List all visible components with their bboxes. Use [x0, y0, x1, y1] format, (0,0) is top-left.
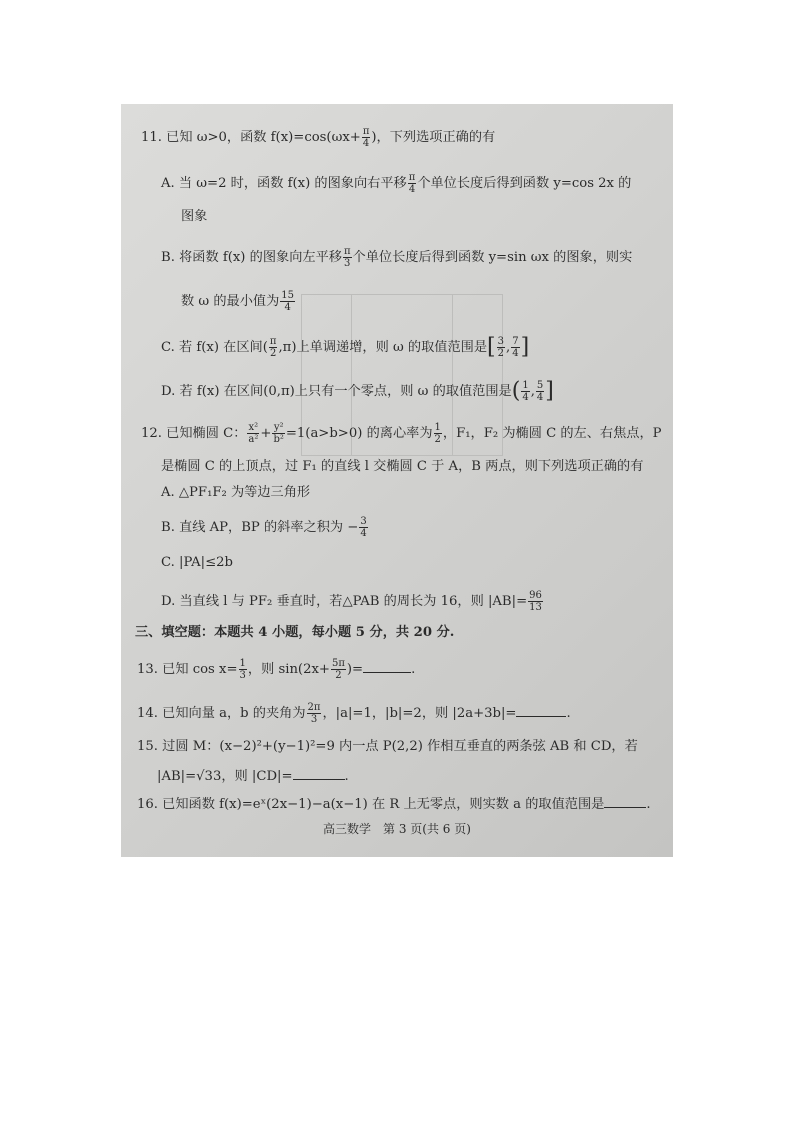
fraction: $\frac{7}{4}$ — [512, 336, 519, 359]
q11-option-b-cont: 数 ω 的最小值为 $\frac{15}{4}$ — [181, 290, 294, 313]
q11-stem: 11. 已知 ω>0，函数 f(x)=cos(ωx+ $\frac{\pi}{4}$ )，下列选项正确的有 — [141, 126, 496, 149]
q11-option-a-cont: 图象 — [181, 209, 208, 224]
fraction: $\frac{1}{4}$ — [522, 380, 529, 403]
section-heading: 三、填空题：本题共 4 小题，每小题 5 分，共 20 分. — [135, 625, 455, 640]
q12-option-c: C. |PA|≤2b — [161, 555, 233, 570]
q13: 13. 已知 cos x= $\frac{1}{3}$ ，则 sin(2x+ $\frac{5\pi}{2}$ )= . — [137, 658, 416, 681]
fraction: $\frac{15}{4}$ — [281, 290, 294, 313]
answer-blank[interactable] — [516, 716, 566, 717]
fraction: $\frac{5\pi}{2}$ — [331, 658, 345, 681]
q11-option-a: A. 当 ω=2 时，函数 f(x) 的图象向右平移 $\frac{\pi}{4}$ 个单位长度后得到函数 y=cos 2x 的 — [161, 172, 632, 195]
fraction: $\frac{3}{2}$ — [497, 336, 505, 359]
q12-option-b: B. 直线 AP，BP 的斜率之积为 − $\frac{3}{4}$ — [161, 516, 367, 539]
fraction: $\frac{5}{4}$ — [536, 380, 544, 403]
answer-blank[interactable] — [293, 779, 345, 780]
q14: 14. 已知向量 a，b 的夹角为 $\frac{2\pi}{3}$ ，|a|=1，|b|=2，则 |2a+3b|= . — [137, 702, 571, 725]
fraction: $\frac{3}{4}$ — [360, 516, 367, 539]
page-footer: 高三数学 第 3 页(共 6 页) — [323, 822, 471, 836]
fraction: $\frac{1}{3}$ — [239, 658, 246, 681]
fraction: $\frac{\pi}{4}$ — [362, 126, 370, 149]
fraction: $\frac{\pi}{4}$ — [408, 172, 416, 195]
fraction: $\frac{\text{y²}}{\text{b²}}$ — [273, 422, 284, 445]
fraction: $\frac{\pi}{2}$ — [269, 336, 277, 359]
answer-blank[interactable] — [604, 807, 646, 808]
q12-stem: 12. 已知椭圆 C： $\frac{\text{x²}}{\text{a²}}$ + $\frac{\text{y²}}{\text{b²}}$ =1(a>b>0) 的离心率为 $\frac{1}{2}$ ，F₁，F₂ 为椭圆 C 的左、右焦点，P — [141, 422, 662, 445]
q11-option-b: B. 将函数 f(x) 的图象向左平移 $\frac{\pi}{3}$ 个单位长度后得到函数 y=sin ωx 的图象，则实 — [161, 246, 633, 269]
answer-blank[interactable] — [363, 672, 411, 673]
q12-stem-cont: 是椭圆 C 的上顶点，过 F₁ 的直线 l 交椭圆 C 于 A，B 两点，则下列选项正确的有 — [161, 459, 644, 474]
fraction: $\frac{96}{13}$ — [529, 590, 542, 613]
fraction: $\frac{\text{x²}}{\text{a²}}$ — [248, 422, 259, 445]
q11-option-d: D. 若 f(x) 在区间(0,π)上只有一个零点，则 ω 的取值范围是( $\frac{1}{4}$ , $\frac{5}{4}$ ] — [161, 378, 554, 404]
fraction: $\frac{1}{2}$ — [434, 422, 441, 445]
q12-option-d: D. 当直线 l 与 PF₂ 垂直时，若△PAB 的周长为 16，则 |AB|= $\frac{96}{13}$ — [161, 590, 542, 613]
fraction: $\frac{2\pi}{3}$ — [307, 702, 321, 725]
q11-option-c: C. 若 f(x) 在区间( $\frac{\pi}{2}$ ,π)上单调递增，则 ω 的取值范围是[ $\frac{3}{2}$ , $\frac{7}{4}$ ] — [161, 334, 530, 360]
q15-cont: |AB|=√33，则 |CD|= . — [157, 769, 349, 784]
q12-option-a: A. △PF₁F₂ 为等边三角形 — [161, 485, 311, 500]
q16: 16. 已知函数 f(x)=eˣ(2x−1)−a(x−1) 在 R 上无零点，则实数 a 的取值范围是 . — [137, 797, 651, 812]
exam-page-photo — [121, 104, 673, 857]
q15: 15. 过圆 M：(x−2)²+(y−1)²=9 内一点 P(2,2) 作相互垂直的两条弦 AB 和 CD，若 — [137, 739, 638, 754]
fraction: $\frac{\pi}{3}$ — [343, 246, 351, 269]
